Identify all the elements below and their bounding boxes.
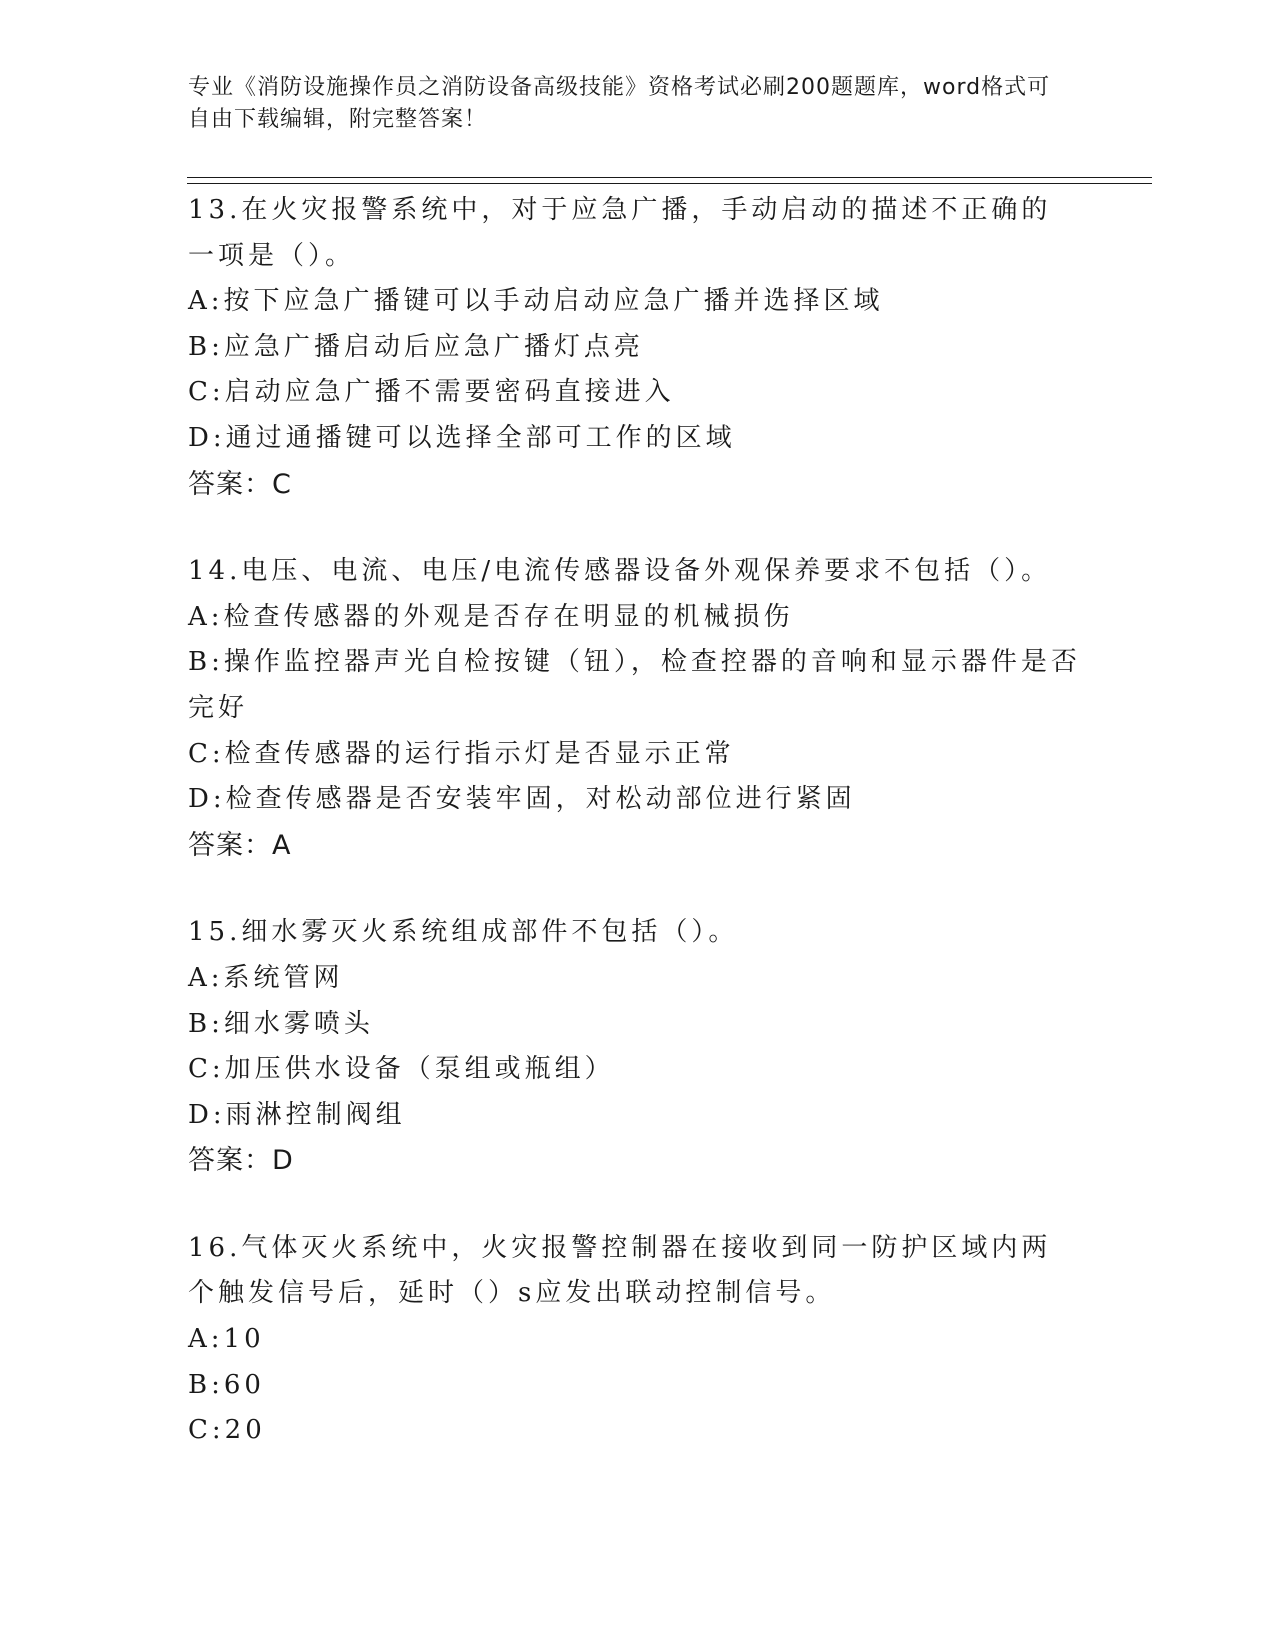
question-stem: 14.电压、电流、电压/电流传感器设备外观保养要求不包括（）。 (188, 556, 1052, 587)
option-c: C:加压供水设备（泵组或瓶组） (188, 1054, 615, 1085)
question-stem: 15.细水雾灭火系统组成部件不包括（）。 (188, 917, 739, 948)
header-divider-bottom (187, 183, 1152, 184)
option-a: A:检查传感器的外观是否存在明显的机械损伤 (188, 601, 794, 632)
option-d: D:检查传感器是否安装牢固，对松动部位进行紧固 (188, 784, 856, 815)
question-14 (188, 549, 1088, 868)
question-stem: 16.气体灭火系统中，火灾报警控制器在接收到同一防护区域内两个触发信号后，延时（）s应发出联动控制信号。 (188, 1232, 1052, 1309)
option-c: C:启动应急广播不需要密码直接进入 (188, 377, 675, 408)
question-stem: 13.在火灾报警系统中，对于应急广播，手动启动的描述不正确的一项是（）。 (188, 195, 1052, 271)
option-a: A:系统管网 (188, 962, 344, 993)
option-a: A:10 (188, 1324, 265, 1355)
document-header (188, 72, 1068, 136)
option-c: C:20 (188, 1415, 266, 1446)
answer-label: 答案：D (188, 1145, 294, 1177)
question-15 (188, 910, 1088, 1184)
option-b: B:细水雾喷头 (188, 1008, 374, 1039)
answer-label: 答案：A (188, 829, 292, 861)
option-d: D:通过通播键可以选择全部可工作的区域 (188, 422, 736, 453)
option-c: C:检查传感器的运行指示灯是否显示正常 (188, 738, 735, 769)
question-list (188, 188, 1088, 1496)
header-divider-top (187, 177, 1152, 178)
answer-label: 答案：C (188, 468, 292, 500)
question-13 (188, 188, 1088, 507)
option-b: B:操作监控器声光自检按键（钮），检查控器的音响和显示器件是否完好 (188, 647, 1081, 723)
header-text: 专业《消防设施操作员之消防设备高级技能》资格考试必刷200题题库，word格式可自由下载编辑，附完整答案！ (188, 75, 1051, 132)
option-b: B:60 (188, 1369, 265, 1400)
option-a: A:按下应急广播键可以手动启动应急广播并选择区域 (188, 286, 884, 317)
question-16 (188, 1226, 1088, 1454)
option-b: B:应急广播启动后应急广播灯点亮 (188, 331, 644, 362)
option-d: D:雨淋控制阀组 (188, 1099, 406, 1130)
